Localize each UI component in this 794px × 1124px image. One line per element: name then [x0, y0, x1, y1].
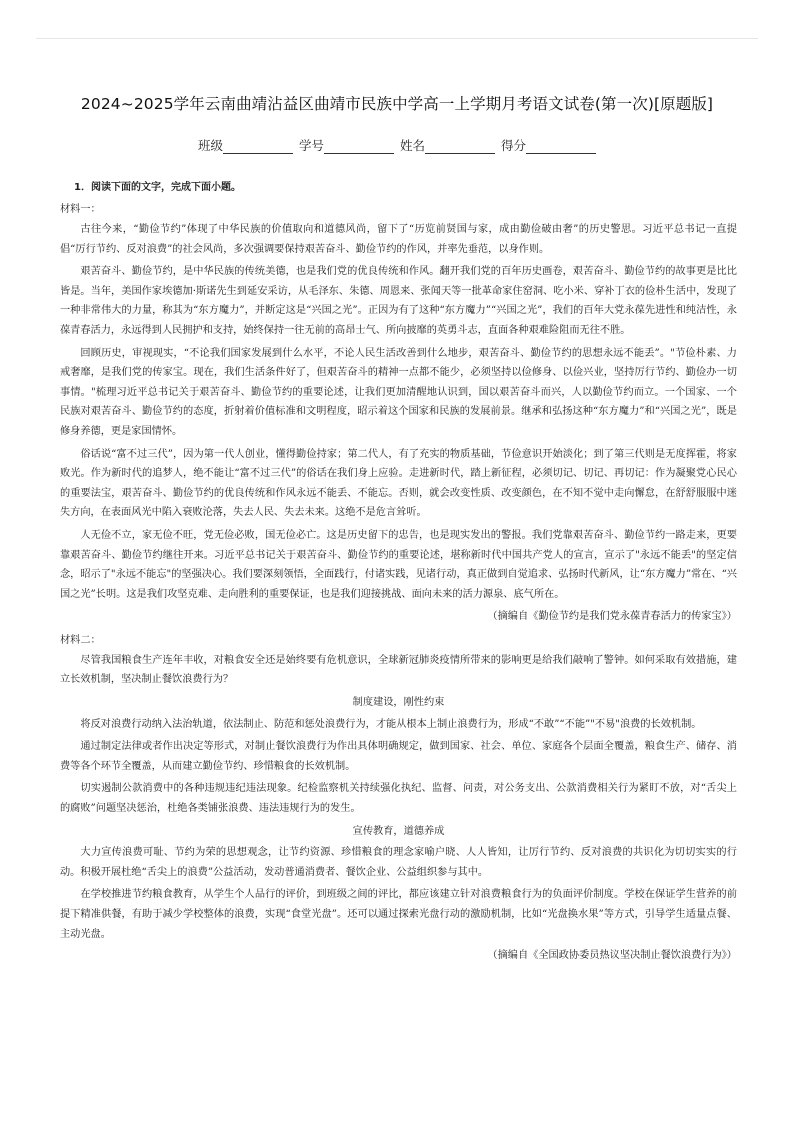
- name-blank[interactable]: [425, 140, 495, 154]
- student-info-row: [0, 136, 794, 154]
- material2-source: （摘编自《全国政协委员热议坚决制止餐饮浪费行为》）: [487, 950, 737, 962]
- material1-paragraph: 古往今来，“勤俭节约”体现了中华民族的价值取向和道德风尚，留下了“历览前贤国与家，成由勤俭破由奢”的历史警思。习近平总书记一直提倡“厉行节约、反对浪费”的社会风尚，多次强调要保持艰苦奋斗、勤俭节约的作风，并率先垂范，以身作则。: [60, 224, 737, 255]
- material2-paragraph: 在学校推进节约粮食教育，从学生个人品行的评价，到班级之间的评比，都应该建立针对浪费粮食行为的负面评价制度。学校在保证学生营养的前提下精准供餐，有助于减少学校整体的浪费，实现“食堂光盘”。还可以通过探索光盘行动的激励机制，比如“光盘换水果”等方式，引导学生适量点餐、主动光盘。: [60, 889, 737, 940]
- material2-paragraph: 通过制定法律或者作出决定等形式，对制止餐饮浪费行为作出具体明确规定，做到国家、社会、单位、家庭各个层面全覆盖，粮食生产、储存、消费等各个环节全覆盖，从而建立勤俭节约、珍惜粮食的长效机制。: [60, 741, 737, 772]
- question-heading: 1．阅读下面的文字，完成下面小题。: [74, 182, 241, 193]
- section-heading: 宣传教育，道德养成: [352, 825, 445, 837]
- score-field: [501, 136, 596, 154]
- class-blank[interactable]: [223, 140, 293, 154]
- material2-paragraph: 大力宣传浪费可耻、节约为荣的思想观念，让节约资源、珍惜粮食的理念家喻户晓、人人皆知，让厉行节约、反对浪费的共识化为切切实实的行动。积极开展杜绝“舌尖上的浪费”公益活动，发动普通消费者、餐饮企业、公益组织参与其中。: [60, 847, 737, 878]
- material1-paragraph: 艰苦奋斗、勤俭节约，是中华民族的传统美德，也是我们党的优良传统和作风。翻开我们党的百年历史画卷，艰苦奋斗、勤俭节约的故事更是比比皆是。当年，美国作家埃德加·斯诺先生到延安采访，从毛泽东、朱德、周恩来、张闻天等一批革命家住窑洞、吃小米、穿补丁衣的俭朴生活中，发现了一种非常伟大的力量，称其为“东方魔力”，并断定这是“兴国之光”。正因为有了这种“东方魔力”“兴国之光”，我们的百年大党永葆先进性和纯洁性，永葆青春活力，永远得到人民拥护和支持，始终保持一往无前的高昂士气、所向披靡的英勇斗志，直面各种艰难险阻而无往不胜。: [60, 266, 737, 336]
- name-field: [400, 136, 495, 154]
- material1-paragraph: 人无俭不立，家无俭不旺，党无俭必败，国无俭必亡。这是历史留下的忠告，也是现实发出的警报。我们党靠艰苦奋斗、勤俭节约一路走来，更要靠艰苦奋斗、勤俭节约继往开来。习近平总书记关于艰苦奋斗、勤俭节约的重要论述，堪称新时代中国共产党人的宣言，宣示了"永远不能丢"的坚定信念，昭示了"永远不能忘"的坚强决心。我们要深刻领悟，全面践行，付诸实践，见诸行动，真正做到自觉追求、弘扬时代新风，让“东方魔力”常在、“兴国之光”长明。这是我们攻坚克难、走向胜利的重要保证，也是我们迎接挑战、面向未来的活力源泉、底气所在。: [60, 529, 737, 600]
- material2-label: 材料二：: [60, 634, 101, 646]
- material2-paragraph: 将反对浪费行动纳入法治轨道，依法制止、防范和惩处浪费行为，才能从根本上制止浪费行为，形成“不敢”“不能”"不易"浪费的长效机制。: [80, 718, 702, 730]
- material2-paragraph: 切实遏制公款消费中的各种违规违纪违法现象。纪检监察机关持续强化执纪、监督、问责，对公务支出、公款消费相关行为紧盯不放，对“舌尖上的腐败”问题坚决惩治，杜绝各类铺张浪费、违法违规行为的发生。: [60, 783, 737, 815]
- material1-label: 材料一：: [60, 204, 101, 215]
- score-blank[interactable]: [526, 140, 596, 154]
- material1-source: （摘编自《勤俭节约是我们党永葆青春活力的传家宝》）: [487, 611, 737, 623]
- name-label: 姓名: [399, 138, 425, 153]
- section-heading: 制度建设，刚性约束: [352, 697, 445, 709]
- student-id-label: 学号: [298, 138, 324, 153]
- question-content: [60, 178, 737, 970]
- header-divider: [36, 38, 758, 39]
- class-label: 班级: [197, 138, 223, 153]
- score-label: 得分: [500, 138, 526, 153]
- student-id-blank[interactable]: [324, 140, 394, 154]
- material1-paragraph: 回顾历史，审视现实，“不论我们国家发展到什么水平，不论人民生活改善到什么地步，艰苦奋斗、勤俭节约的思想永远不能丢”。"节俭朴素、力戒奢靡，是我们党的传家宝。现在，我们生活条件好了，但艰苦奋斗的精神一点都不能少，必须坚持以俭修身、以俭兴业，坚持厉行节约、勤俭办一切事情。"梳理习近平总书记关于艰苦奋斗、勤俭节约的重要论述，让我们更加清醒地认识到，国以艰苦奋斗而兴，人以勤俭节约而立。一个国家、一个民族对艰苦奋斗、勤俭节约的态度，折射着价值标准和文明程度，昭示着这个国家和民族的发展前景。继承和弘扬这种“东方魔力”和“兴国之光”，既是修身养德，更是家国情怀。: [60, 347, 737, 437]
- material1-paragraph: 俗话说“富不过三代”，因为第一代人创业，懂得勤俭持家；第二代人，有了充实的物质基础，节俭意识开始淡化；到了第三代则是无度挥霍，将家败光。作为新时代的追梦人，绝不能让“富不过三代”的俗话在我们身上应验。走进新时代，踏上新征程，必须切记、切记、再切记：作为凝聚党心民心的重要法宝，艰苦奋斗、勤俭节约的优良传统和作风永远不能丢、不能忘。否则，就会改变性质、改变颜色，在不知不觉中走向懈怠，在舒舒服服中迷失方向，在表面风光中陷入衰败沦落，失去人民、失去未来。这绝不是危言耸听。: [60, 448, 737, 519]
- document-title: 2024~2025学年云南曲靖沾益区曲靖市民族中学高一上学期月考语文试卷(第一次)[原题版]: [80, 95, 714, 113]
- student-id-field: [299, 136, 394, 154]
- class-field: [198, 136, 293, 154]
- material2-intro: 尽管我国粮食生产连年丰收，对粮食安全还是始终要有危机意识，全球新冠肺炎疫情所带来的影响更是给我们敲响了警钟。如何采取有效措施，建立长效机制，坚决制止餐饮浪费行为？: [60, 654, 737, 686]
